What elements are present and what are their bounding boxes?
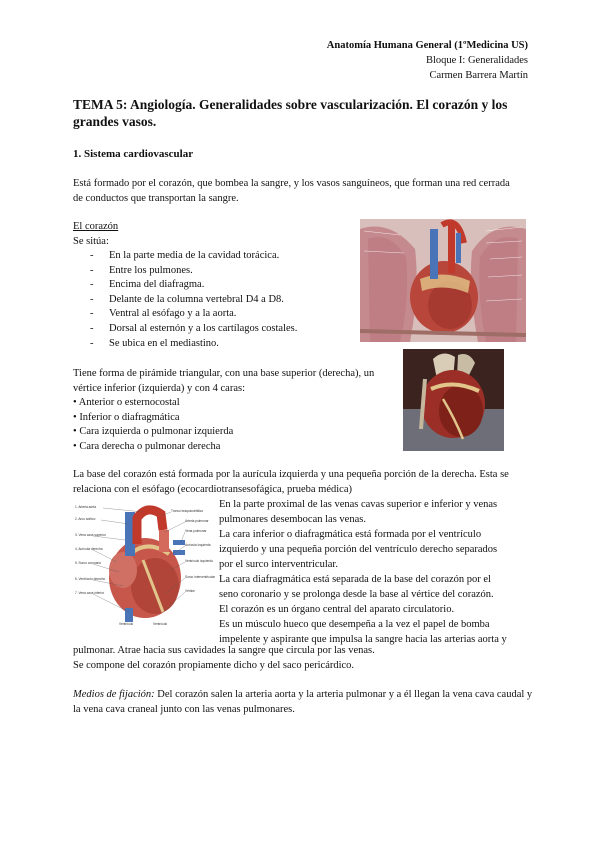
faces-list xyxy=(73,396,393,454)
continuation-text xyxy=(73,643,533,673)
shape-paragraph: Tiene forma de pirámide triangular, con una base superior (derecha), un vértice inferior (izquierda) y con 4 caras: xyxy=(73,368,375,394)
list-item: - Se ubica en el mediastino. xyxy=(90,337,360,352)
diagram-label: 1. Arteria aorta xyxy=(75,505,96,509)
list-item: • Cara izquierda o pulmonar izquierda xyxy=(73,425,393,440)
diagram-label: 3. Vena cava superior xyxy=(75,533,106,537)
course-name: Anatomía Humana General (1ºMedicina US) xyxy=(326,40,528,51)
heart-photo-illustration xyxy=(403,349,504,451)
heart-diagram xyxy=(73,500,216,627)
diagram-label: 7. Vena cava inferior xyxy=(75,591,105,595)
text-line: impelente y aspirante que impulsa la sangre hacia las arterias aorta y xyxy=(219,634,507,645)
heart-diagram-illustration xyxy=(73,500,216,627)
diagram-label: Vena pulmonar xyxy=(185,529,207,533)
list-item: - Encima del diafragma. xyxy=(90,278,360,293)
text-line: pulmonar. Atrae hacia sus cavidades la sangre que circula por las venas. xyxy=(73,645,375,656)
fixation-paragraph xyxy=(73,687,533,717)
list-item: - Entre los pulmones. xyxy=(90,264,360,279)
base-paragraph: La base del corazón está formada por la aurícula izquierda y una pequeña porción de la derecha. Esta se relaciona con el esófago (ecocardiotransesofágica, prueba médica) xyxy=(73,469,509,495)
page-title: TEMA 5: Angiología. Generalidades sobre vascularización. El corazón y los grandes vasos. xyxy=(73,97,508,129)
diagram-label: Tronco braquiocefálico xyxy=(171,509,204,513)
diagram-label: Ventrículo izquierdo xyxy=(185,559,213,563)
diagram-label: Ventrículo xyxy=(119,622,134,626)
list-item: - En la parte media de la cavidad torácica. xyxy=(90,249,360,264)
diagram-label: Ventrículo xyxy=(153,622,168,626)
text-line: Es un músculo hueco que desempeña a la vez el papel de bomba xyxy=(219,619,490,630)
list-item: - Dorsal al esternón y a los cartílagos costales. xyxy=(90,322,360,337)
list-item: • Cara derecha o pulmonar derecha xyxy=(73,440,393,455)
thorax-heart-illustration xyxy=(360,219,526,342)
text-line: Se compone del corazón propiamente dicho y del saco pericárdico. xyxy=(73,660,355,671)
location-intro: Se sitúa: xyxy=(73,236,109,247)
location-list xyxy=(90,249,360,351)
heart-photo xyxy=(403,349,504,451)
diagram-label: Surco interventricular xyxy=(185,575,216,579)
thorax-heart-image xyxy=(360,219,526,342)
side-text xyxy=(219,497,534,647)
fixation-text: Del corazón salen la arteria aorta y la arteria pulmonar y a él llegan la vena cava caudal y la vena cava craneal junto con las venas pulmonares. xyxy=(73,689,533,715)
diagram-label: Aurícula izquierda xyxy=(185,543,211,547)
block-name: Bloque I: Generalidades xyxy=(425,55,528,66)
diagram-label: 2. Arco aórtico xyxy=(75,517,96,521)
diagram-label: 4. Aurícula derecha xyxy=(75,547,103,551)
text-line: En la parte proximal de las venas cavas superior e inferior y venas xyxy=(219,499,498,510)
diagram-label: Arteria pulmonar xyxy=(185,519,209,523)
diagram-label: 5. Surco coronario xyxy=(75,561,102,565)
text-line: La cara diafragmática está separada de la base del corazón por el xyxy=(219,574,491,585)
text-line: pulmonares desembocan las venas. xyxy=(219,514,366,525)
author-name: Carmen Barrera Martín xyxy=(429,70,528,81)
fixation-label: Medios de fijación: xyxy=(73,689,155,700)
list-item: - Delante de la columna vertebral D4 a D8. xyxy=(90,293,360,308)
section-heading: 1. Sistema cardiovascular xyxy=(73,148,194,160)
diagram-label: 6. Ventrículo derecho xyxy=(75,577,106,581)
heart-heading: El corazón xyxy=(73,221,119,232)
list-item: • Inferior o diafragmática xyxy=(73,411,393,426)
text-line: seno coronario y se prolonga desde la base al vértice del corazón. xyxy=(219,589,494,600)
diagram-label: Vértice xyxy=(185,589,195,593)
document-header xyxy=(327,38,528,83)
text-line: por el surco interventricular. xyxy=(219,559,338,570)
text-line: La cara inferior o diafragmática está formada por el ventrículo xyxy=(219,529,482,540)
text-line: izquierdo y una pequeña porción del ventrículo derecho separados xyxy=(219,544,498,555)
text-line: El corazón es un órgano central del aparato circulatorio. xyxy=(219,604,455,615)
list-item: - Ventral al esófago y a la aorta. xyxy=(90,307,360,322)
list-item: • Anterior o esternocostal xyxy=(73,396,393,411)
intro-paragraph: Está formado por el corazón, que bombea la sangre, y los vasos sanguíneos, que forman una red cerrada de conductos que transportan la sangre. xyxy=(73,178,510,204)
